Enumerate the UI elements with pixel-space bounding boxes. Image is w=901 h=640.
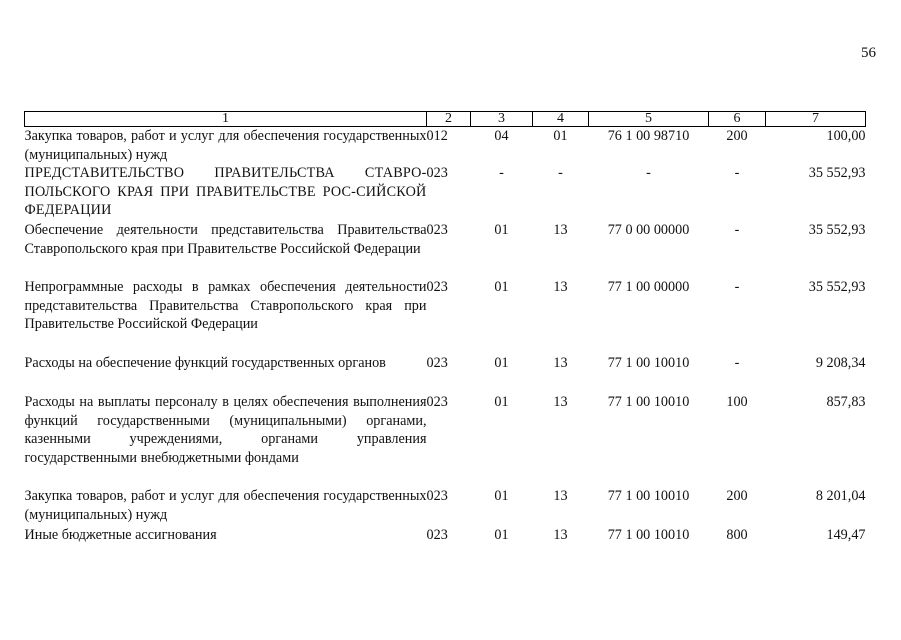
table-row [25, 164, 866, 221]
row-subsection-code: 13 [553, 527, 568, 543]
row-expense-type: - [734, 165, 740, 181]
row-subsection-code: 13 [553, 394, 568, 410]
row-target-article: 76 1 00 98710 [607, 128, 690, 144]
table-row [25, 354, 866, 393]
row-amount: 35 552,93 [808, 165, 866, 181]
header-col-7: 7 [766, 112, 866, 127]
row-subsection-code: - [558, 165, 563, 181]
row-expense-type: - [734, 355, 740, 371]
row-expense-type: - [734, 279, 740, 295]
page-number: 56 [861, 45, 876, 61]
row-section-code: 01 [494, 527, 509, 543]
row-subsection-code: 13 [553, 488, 568, 504]
row-description: Расходы на обеспечение функций государственных органов [24, 355, 386, 371]
table-row [25, 278, 866, 354]
row-section-code: 01 [494, 488, 509, 504]
table-header-row [25, 112, 866, 127]
header-col-6: 6 [709, 112, 766, 127]
header-col-5: 5 [589, 112, 709, 127]
header-col-1: 1 [25, 112, 427, 127]
row-subsection-code: 13 [553, 222, 568, 238]
row-section-code: 01 [494, 222, 509, 238]
table-row [25, 127, 866, 165]
row-description: Расходы на выплаты персоналу в целях обеспечения выполнения функций государственными (муниципальными) органами, казенными учреждениями, органами управления государственными внебюджетными фондами [24, 394, 427, 466]
row-section-code: 01 [494, 355, 509, 371]
row-section-code: - [499, 165, 504, 181]
row-amount: 35 552,93 [808, 279, 866, 295]
row-description: Непрограммные расходы в рамках обеспечения деятельности представительства Правительства Ставропольского края при Правительстве Российской Федерации [24, 279, 427, 332]
row-section-code: 01 [494, 394, 509, 410]
row-amount: 100,00 [826, 128, 866, 144]
row-amount: 857,83 [826, 394, 866, 410]
row-expense-type: - [734, 222, 740, 238]
table-row [25, 221, 866, 278]
header-col-3: 3 [471, 112, 533, 127]
row-expense-type: 200 [726, 488, 748, 504]
header-col-2: 2 [427, 112, 471, 127]
row-description: Обеспечение деятельности представительства Правительства Ставропольского края при Правительстве Российской Федерации [24, 222, 427, 257]
row-target-article: 77 1 00 10010 [607, 355, 690, 371]
row-subsection-code: 13 [553, 279, 568, 295]
table-row [25, 526, 866, 546]
row-target-article: 77 1 00 10010 [607, 394, 690, 410]
row-ministry-code: 023 [426, 488, 448, 504]
row-amount: 8 201,04 [815, 488, 866, 504]
row-amount: 149,47 [826, 527, 866, 543]
row-target-article: - [646, 165, 651, 181]
row-ministry-code: 023 [426, 394, 448, 410]
row-description: Закупка товаров, работ и услуг для обеспечения государственных (муниципальных) нужд [24, 488, 427, 523]
row-subsection-code: 13 [553, 355, 568, 371]
row-ministry-code: 023 [426, 527, 448, 543]
row-amount: 9 208,34 [815, 355, 866, 371]
table-row [25, 393, 866, 487]
row-ministry-code: 023 [426, 279, 448, 295]
row-subsection-code: 01 [553, 128, 568, 144]
row-ministry-code: 023 [426, 355, 448, 371]
row-expense-type: 200 [726, 128, 748, 144]
table-row [25, 487, 866, 526]
row-target-article: 77 1 00 00000 [607, 279, 690, 295]
row-target-article: 77 1 00 10010 [607, 488, 690, 504]
row-description: Закупка товаров, работ и услуг для обеспечения государственных (муниципальных) нужд [24, 128, 427, 163]
row-expense-type: 100 [726, 394, 748, 410]
row-description: ПРЕДСТАВИТЕЛЬСТВО ПРАВИТЕЛЬСТВА СТАВРО-ПОЛЬСКОГО КРАЯ ПРИ ПРАВИТЕЛЬСТВЕ РОС-СИЙСКОЙ ФЕДЕРАЦИИ [24, 165, 427, 218]
row-expense-type: 800 [726, 527, 748, 543]
row-ministry-code: 012 [426, 128, 448, 144]
row-section-code: 01 [494, 279, 509, 295]
row-ministry-code: 023 [426, 222, 448, 238]
row-ministry-code: 023 [426, 165, 448, 181]
row-target-article: 77 0 00 00000 [607, 222, 690, 238]
row-section-code: 04 [494, 128, 509, 144]
row-target-article: 77 1 00 10010 [607, 527, 690, 543]
row-amount: 35 552,93 [808, 222, 866, 238]
header-col-4: 4 [533, 112, 589, 127]
row-description: Иные бюджетные ассигнования [24, 527, 217, 543]
budget-table [24, 111, 866, 546]
